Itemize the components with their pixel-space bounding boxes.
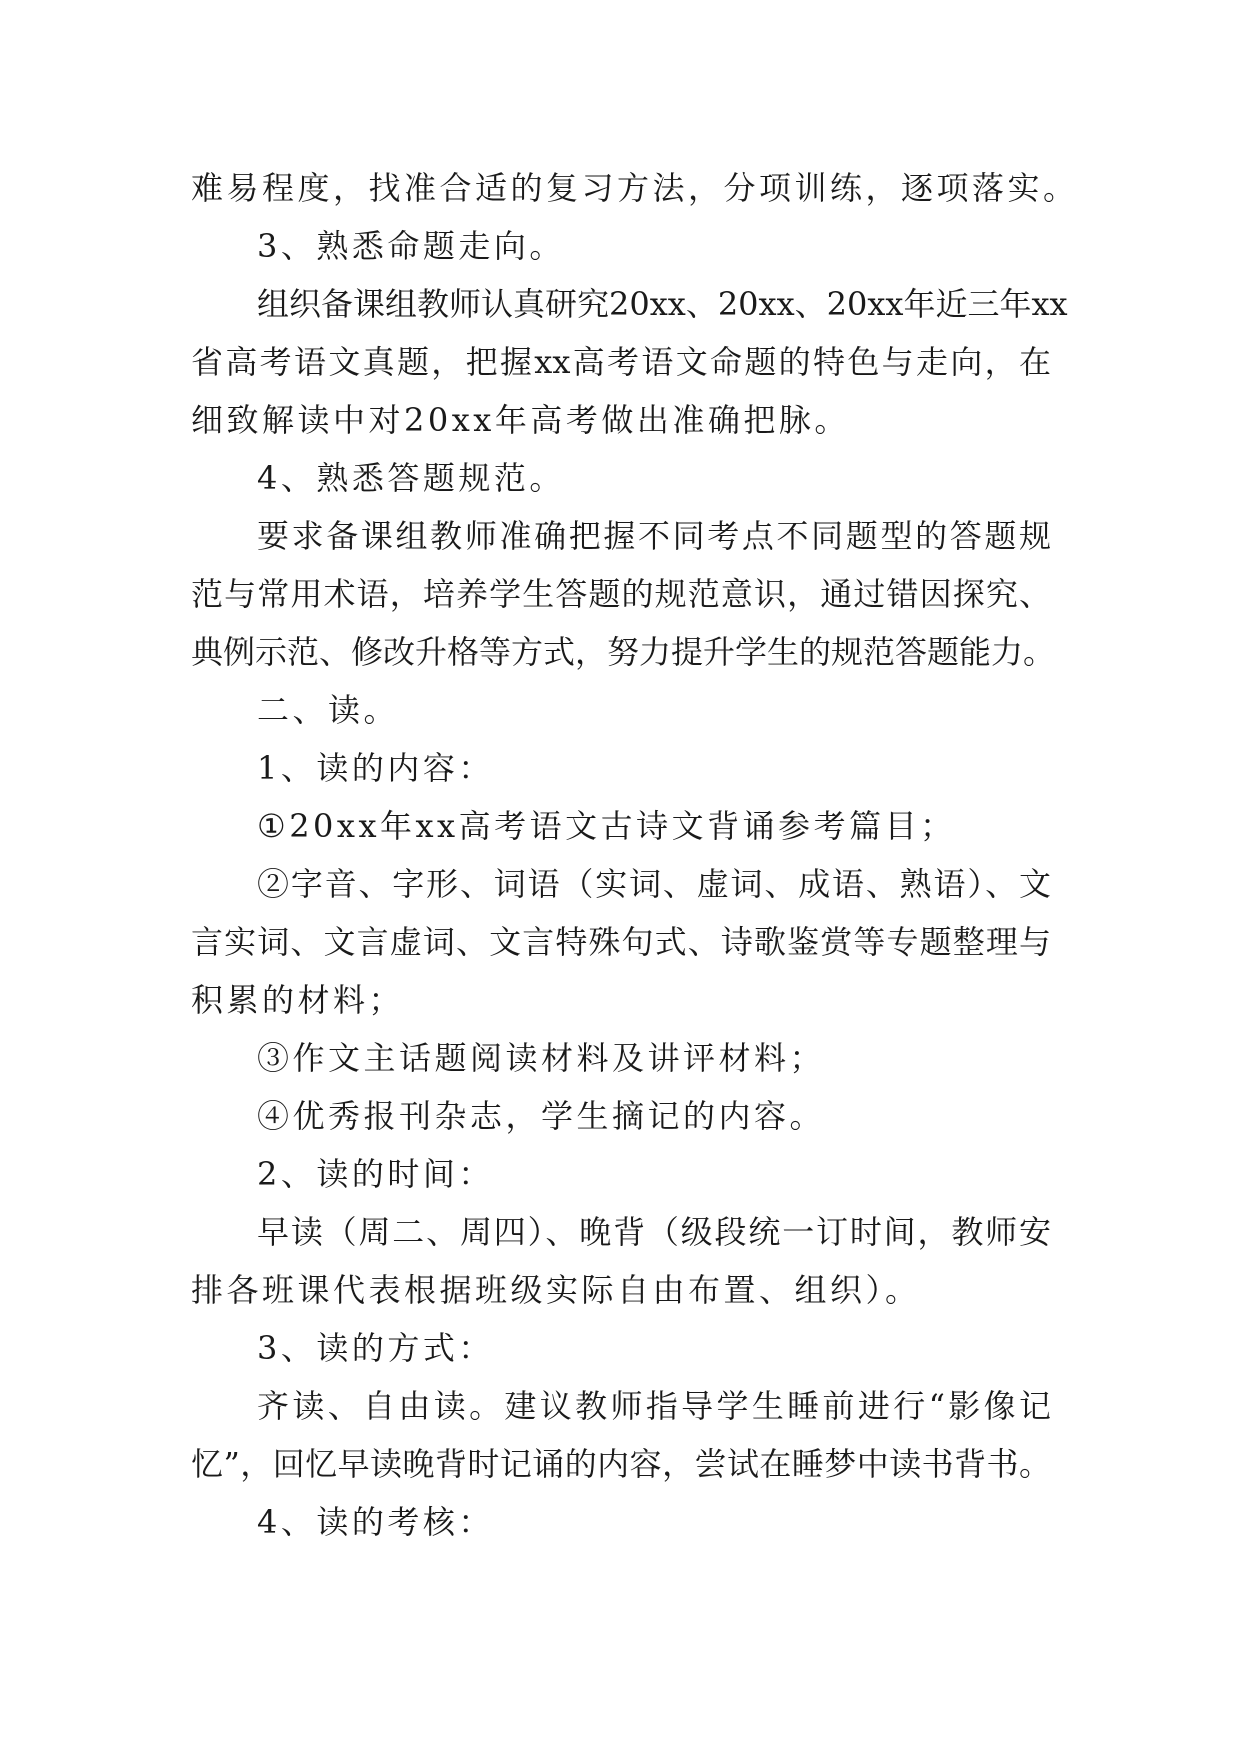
text-line-13: ②字音、字形、词语（实词、虚词、成语、熟语）、文 <box>257 865 1051 903</box>
text-line-11: 1、读的内容： <box>257 749 494 787</box>
text-line-18: 2、读的时间： <box>257 1155 494 1193</box>
text-line-2: 3、熟悉命题走向。 <box>257 227 565 265</box>
text-line-10: 二、读。 <box>257 691 400 729</box>
text-line-14: 言实词、文言虚词、文言特殊句式、诗歌鉴赏等专题整理与 <box>191 923 1051 961</box>
text-line-21: 3、读的方式： <box>257 1329 494 1367</box>
text-line-1: 难易程度，找准合适的复习方法，分项训练，逐项落实。 <box>191 169 1079 207</box>
text-line-9: 典例示范、修改升格等方式，努力提升学生的规范答题能力。 <box>191 633 1056 671</box>
text-line-6: 4、熟悉答题规范。 <box>257 459 565 497</box>
text-line-15: 积累的材料； <box>191 981 405 1019</box>
text-line-22: 齐读、自由读。建议教师指导学生睡前进行“影像记 <box>257 1387 1051 1425</box>
text-line-23: 忆”，回忆早读晚背时记诵的内容，尝试在睡梦中读书背书。 <box>191 1445 1051 1483</box>
text-line-17: ④优秀报刊杂志，学生摘记的内容。 <box>257 1097 826 1135</box>
text-line-24: 4、读的考核： <box>257 1503 494 1541</box>
text-line-19: 早读（周二、周四）、晚背（级段统一订时间，教师安 <box>257 1213 1051 1251</box>
text-line-3: 组织备课组教师认真研究20xx、20xx、20xx年近三年xx <box>257 285 1068 323</box>
text-line-16: ③作文主话题阅读材料及讲评材料； <box>257 1039 826 1077</box>
text-line-20: 排各班课代表根据班级实际自由布置、组织）。 <box>191 1271 921 1309</box>
text-line-7: 要求备课组教师准确把握不同考点不同题型的答题规 <box>257 517 1051 555</box>
text-line-12: ①20xx年xx高考语文古诗文背诵参考篇目； <box>257 807 956 845</box>
text-line-5: 细致解读中对20xx年高考做出准确把脉。 <box>191 401 850 439</box>
text-line-8: 范与常用术语，培养学生答题的规范意识，通过错因探究、 <box>191 575 1051 613</box>
text-line-4: 省高考语文真题，把握xx高考语文命题的特色与走向，在 <box>191 343 1051 381</box>
